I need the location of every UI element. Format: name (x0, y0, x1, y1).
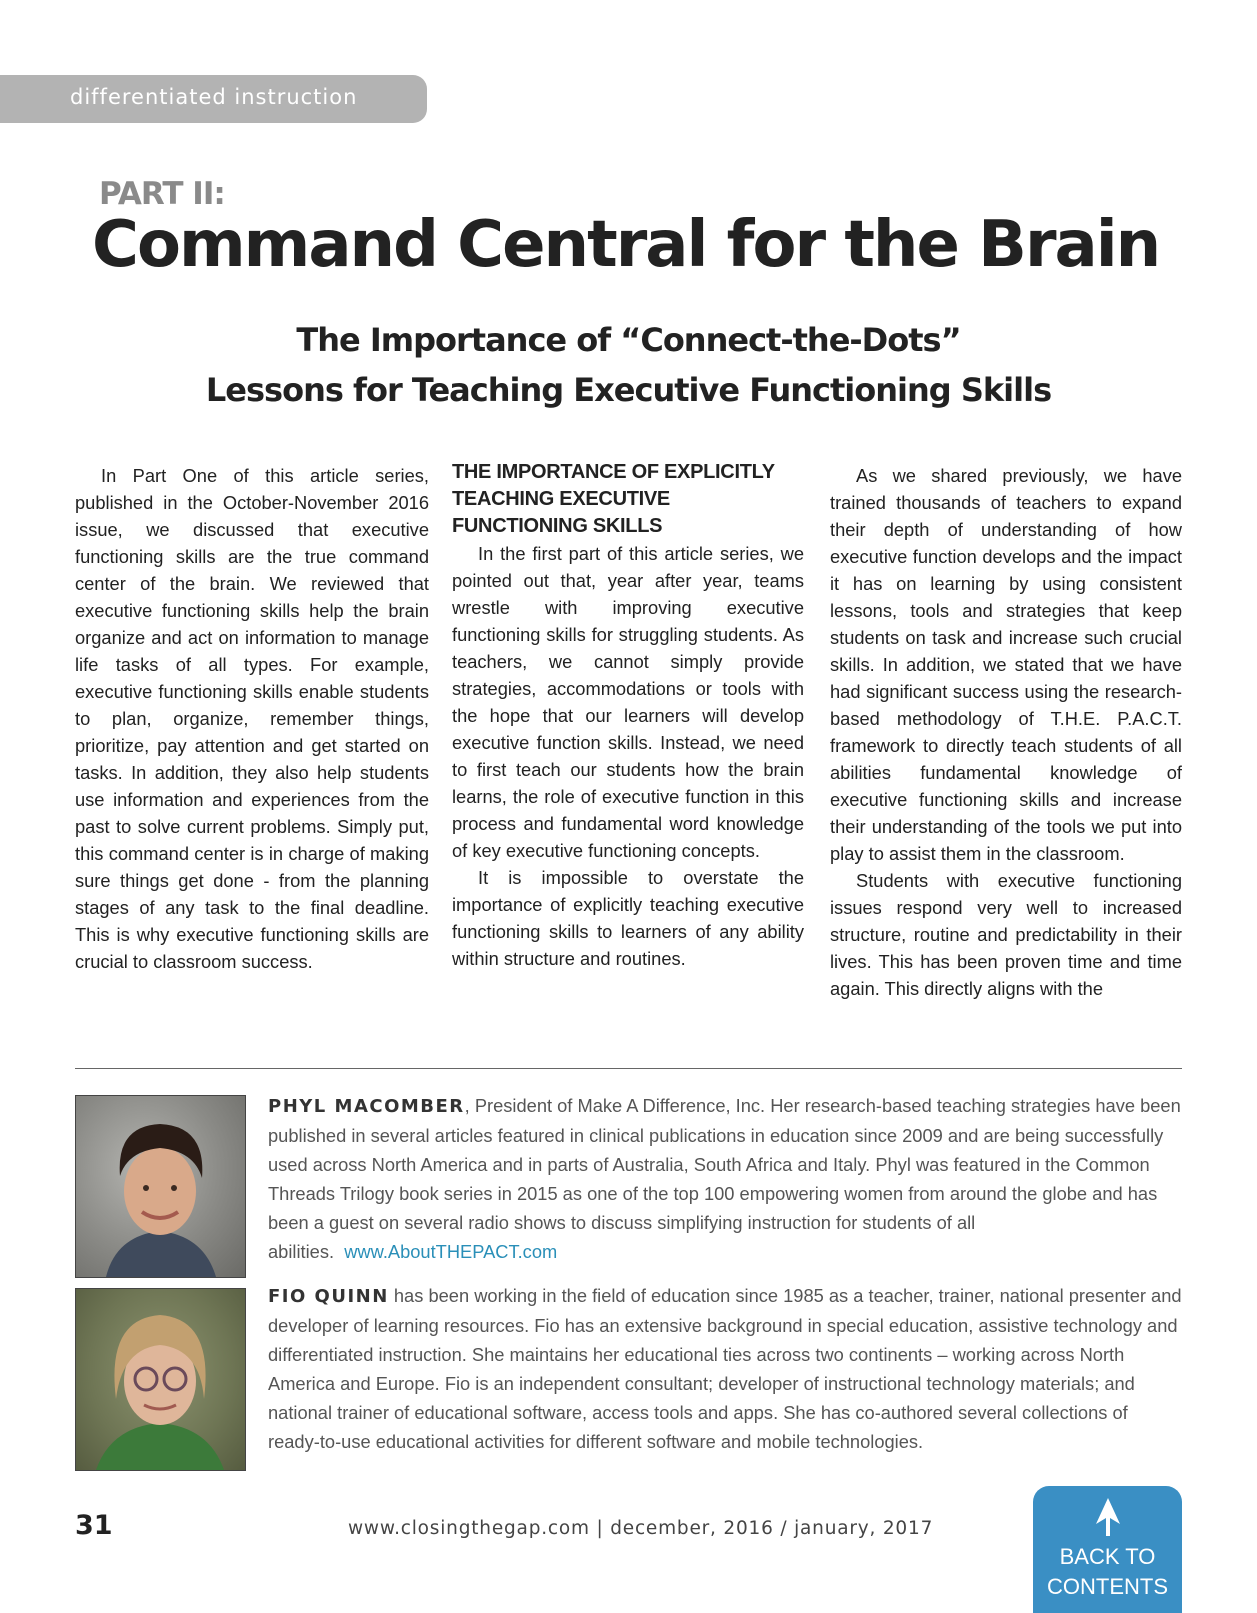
author-photo-fio-quinn (75, 1288, 246, 1471)
subtitle-line-1: The Importance of “Connect-the-Dots” (296, 321, 961, 359)
page-number: 31 (75, 1510, 113, 1541)
article-subtitle (100, 315, 1157, 415)
paragraph: As we shared previously, we have trained thousands of teachers to expand their depth of understanding of how executive function develops and the impact it has on learning by using consistent lessons, tools and strategies that keep students on task and increase such crucial skills. In addition, we stated that we have had significant success using the research-based methodology of T.H.E. P.A.C.T. framework to directly teach students of all abilities fundamental knowledge of executive functioning skills and increase their understanding of the tools we put into play to assist them in the classroom. (830, 465, 1182, 864)
back-label-line-1: BACK TO (1059, 1544, 1156, 1569)
author-website-link[interactable]: www.AboutTHEPACT.com (344, 1241, 558, 1262)
footer-site-date: www.closingthegap.com | december, 2016 / january, 2017 (348, 1518, 934, 1539)
author-name: PHYL MACOMBER (268, 1096, 465, 1117)
paragraph: In the first part of this article series, we pointed out that, year after year, teams wrestle with improving executive functioning skills for struggling students. As teachers, we cannot simply provide strategies, accommodations or tools with the hope that our learners will develop executive function skills. Instead, we need to first teach our students how the brain learns, the role of executive function in this process and fundamental word knowledge of key executive functioning concepts. (452, 543, 804, 861)
paragraph: It is impossible to overstate the importance of explicitly teaching executive functioning skills to learners of any ability within structure and routines. (452, 867, 804, 969)
arrow-up-icon (1096, 1498, 1120, 1536)
paragraph: Students with executive functioning issues respond very well to increased structure, routine and predictability in their lives. This has been proven time and time again. This directly aligns with the (830, 870, 1182, 999)
author-bio-phyl-macomber (268, 1091, 1182, 1266)
section-divider (75, 1068, 1182, 1069)
paragraph: In Part One of this article series, published in the October-November 2016 issue, we discussed that executive functioning skills are the true command center of the brain. We reviewed that executive functioning skills help the brain organize and act on information to manage life tasks of all types. For example, executive functioning skills enable students to plan, organize, remember things, prioritize, pay attention and get started on tasks. In addition, they also help students use information and experiences from the past to solve current problems. Simply put, this command center is in charge of making sure things get done - from the planning stages of any task to the final deadline. This is why executive functioning skills are crucial to classroom success. (75, 465, 429, 972)
back-to-contents-button[interactable] (1033, 1486, 1182, 1613)
author-bio-fio-quinn (268, 1281, 1182, 1456)
author-name: FIO QUINN (268, 1286, 389, 1307)
article-column-3 (830, 462, 1182, 1002)
portrait-icon (76, 1096, 245, 1277)
subtitle-line-2: Lessons for Teaching Executive Functioning Skills (205, 371, 1052, 409)
part-label: PART II: (99, 176, 225, 212)
author-photo-phyl-macomber (75, 1095, 246, 1278)
article-title: Command Central for the Brain (92, 208, 1160, 282)
section-heading: THE IMPORTANCE OF EXPLICITLY TEACHING EXECUTIVE FUNCTIONING SKILLS (452, 461, 775, 537)
article-column-1 (75, 462, 429, 975)
author-bio-text: , President of Make A Difference, Inc. Her research-based teaching strategies have been published in several articles featured in clinical publications in education since 2009 and are being successfully used across North America and in parts of Australia, South Africa and Italy. Phyl was featured in the Common Threads Trilogy book series in 2015 as one of the top 100 empowering women from around the globe and has been a guest on several radio shows to discuss simplifying instruction for students of all abilities. (268, 1095, 1181, 1262)
portrait-icon (76, 1289, 245, 1470)
article-column-2 (452, 462, 804, 972)
back-to-contents-label (1033, 1542, 1182, 1602)
section-tab-label: differentiated instruction (70, 85, 358, 109)
back-label-line-2: CONTENTS (1047, 1574, 1168, 1599)
section-tab (0, 75, 427, 123)
author-bio-text: has been working in the field of education since 1985 as a teacher, trainer, national presenter and developer of learning resources. Fio has an extensive background in special education, assistive technology and differentiated instruction. She maintains her educational ties across two continents – working across North America and Europe. Fio is an independent consultant; developer of instructional technology materials; and national trainer of educational software, access tools and apps. She has co-authored several collections of ready-to-use educational activities for different software and mobile technologies. (268, 1285, 1182, 1452)
